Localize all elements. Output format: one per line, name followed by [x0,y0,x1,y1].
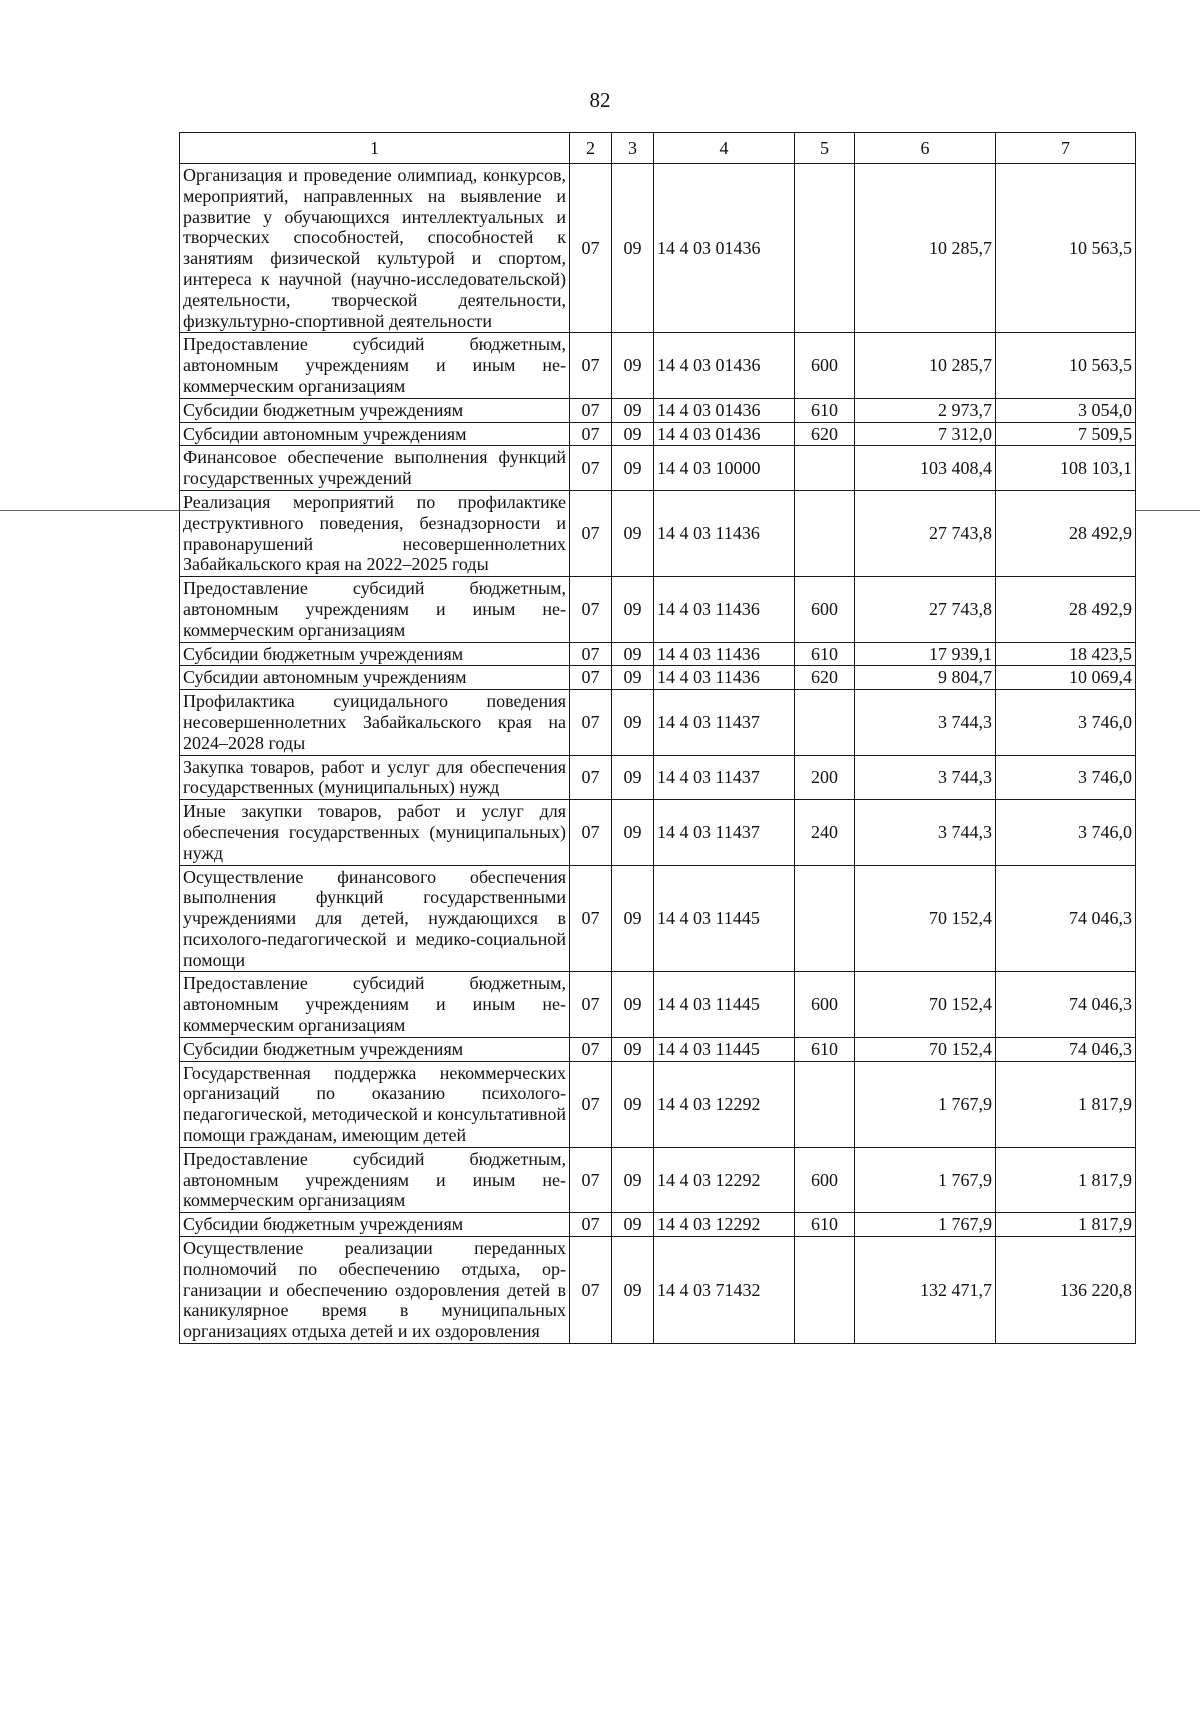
row-description: Реализация мероприятий по профилактике деструктивного поведения, безнадзорности и правонарушений несовершеннолетних Забайкальского края на 2022–2025 годы [180,490,570,576]
target-article-code: 14 4 03 12292 [654,1147,795,1212]
subsection-code: 09 [612,333,654,398]
amount-col-6: 9 804,7 [855,666,996,690]
table-row [180,490,1136,576]
expense-type-code [795,865,855,972]
section-code: 07 [570,490,612,576]
expense-type-code [795,690,855,755]
amount-col-7: 74 046,3 [996,972,1136,1037]
row-description: Субсидии бюджетным учреждениям [180,1213,570,1237]
amount-col-6: 3 744,3 [855,690,996,755]
section-code: 07 [570,422,612,446]
table-row [180,164,1136,333]
subsection-code: 09 [612,690,654,755]
row-description: Субсидии автономным учреждениям [180,666,570,690]
table-row [180,865,1136,972]
amount-col-6: 1 767,9 [855,1147,996,1212]
target-article-code: 14 4 03 11437 [654,800,795,865]
row-description: Субсидии автономным учреждениям [180,422,570,446]
table-row [180,577,1136,642]
target-article-code: 14 4 03 11445 [654,972,795,1037]
section-code: 07 [570,755,612,800]
expense-type-code: 610 [795,642,855,666]
subsection-code: 09 [612,1237,654,1344]
amount-col-7: 1 817,9 [996,1213,1136,1237]
row-description: Предоставление субсидий бюджетным, автономным учреждениям и иным некоммерческим организациям [180,577,570,642]
table-row [180,333,1136,398]
target-article-code: 14 4 03 01436 [654,333,795,398]
amount-col-6: 3 744,3 [855,800,996,865]
section-code: 07 [570,1213,612,1237]
amount-col-6: 132 471,7 [855,1237,996,1344]
section-code: 07 [570,642,612,666]
expense-type-code: 620 [795,666,855,690]
expense-type-code: 610 [795,398,855,422]
expense-type-code: 620 [795,422,855,446]
section-code: 07 [570,972,612,1037]
scan-artifact-line [1135,510,1200,511]
amount-col-6: 10 285,7 [855,164,996,333]
expense-type-code: 240 [795,800,855,865]
table-row [180,1237,1136,1344]
amount-col-6: 70 152,4 [855,1037,996,1061]
row-description: Государственная поддержка некоммерческих организаций по оказанию психолого-педагогической, методической и консультативной помощи гражданам, имеющим детей [180,1061,570,1147]
amount-col-6: 2 973,7 [855,398,996,422]
table-row [180,800,1136,865]
amount-col-6: 3 744,3 [855,755,996,800]
amount-col-7: 108 103,1 [996,446,1136,491]
expense-type-code: 200 [795,755,855,800]
column-header: 1 [180,133,570,164]
section-code: 07 [570,1037,612,1061]
target-article-code: 14 4 03 11445 [654,1037,795,1061]
amount-col-7: 3 054,0 [996,398,1136,422]
row-description: Предоставление субсидий бюджетным, автономным учреждениям и иным некоммерческим организациям [180,333,570,398]
expense-type-code: 610 [795,1037,855,1061]
budget-table-container [179,132,1135,1344]
amount-col-6: 7 312,0 [855,422,996,446]
amount-col-6: 70 152,4 [855,972,996,1037]
section-code: 07 [570,577,612,642]
subsection-code: 09 [612,1061,654,1147]
section-code: 07 [570,1061,612,1147]
section-code: 07 [570,865,612,972]
target-article-code: 14 4 03 10000 [654,446,795,491]
amount-col-7: 74 046,3 [996,1037,1136,1061]
subsection-code: 09 [612,755,654,800]
column-header: 2 [570,133,612,164]
table-row [180,755,1136,800]
amount-col-7: 10 069,4 [996,666,1136,690]
subsection-code: 09 [612,398,654,422]
amount-col-7: 1 817,9 [996,1061,1136,1147]
row-description: Иные закупки товаров, работ и услуг для обеспечения государственных (муниципальных) нужд [180,800,570,865]
subsection-code: 09 [612,164,654,333]
target-article-code: 14 4 03 11437 [654,690,795,755]
amount-col-7: 28 492,9 [996,577,1136,642]
expense-type-code [795,446,855,491]
row-description: Финансовое обеспечение выполнения функций государственных учреждений [180,446,570,491]
table-row [180,1147,1136,1212]
expense-type-code [795,490,855,576]
amount-col-7: 136 220,8 [996,1237,1136,1344]
amount-col-7: 10 563,5 [996,164,1136,333]
row-description: Организация и проведение олимпиад, конкурсов, мероприятий, направленных на выявление и развитие у обучающихся интеллектуальных и творческих способностей, способностей к занятиям физической культурой и спортом, интереса к научной (научно-исследовательской) деятельности, творческой деятельности, физкультурно-спортивной деятельности [180,164,570,333]
table-row [180,398,1136,422]
section-code: 07 [570,666,612,690]
subsection-code: 09 [612,422,654,446]
table-row [180,690,1136,755]
amount-col-7: 1 817,9 [996,1147,1136,1212]
column-header: 5 [795,133,855,164]
amount-col-7: 3 746,0 [996,690,1136,755]
amount-col-6: 10 285,7 [855,333,996,398]
section-code: 07 [570,690,612,755]
subsection-code: 09 [612,1037,654,1061]
target-article-code: 14 4 03 01436 [654,164,795,333]
target-article-code: 14 4 03 11436 [654,577,795,642]
column-header: 4 [654,133,795,164]
amount-col-7: 74 046,3 [996,865,1136,972]
column-header: 6 [855,133,996,164]
table-row [180,1213,1136,1237]
table-row [180,666,1136,690]
target-article-code: 14 4 03 11436 [654,642,795,666]
row-description: Осуществление реализации переданных полномочий по обеспечению отдыха, организации и обеспечению оздоровления детей в каникулярное время в муниципальных организациях отдыха детей и их оздоровления [180,1237,570,1344]
target-article-code: 14 4 03 11436 [654,490,795,576]
expense-type-code: 600 [795,1147,855,1212]
section-code: 07 [570,333,612,398]
amount-col-6: 70 152,4 [855,865,996,972]
subsection-code: 09 [612,490,654,576]
subsection-code: 09 [612,642,654,666]
subsection-code: 09 [612,800,654,865]
table-row [180,972,1136,1037]
section-code: 07 [570,446,612,491]
target-article-code: 14 4 03 01436 [654,398,795,422]
amount-col-7: 7 509,5 [996,422,1136,446]
amount-col-7: 3 746,0 [996,755,1136,800]
table-row [180,446,1136,491]
subsection-code: 09 [612,865,654,972]
expense-type-code [795,1237,855,1344]
row-description: Субсидии бюджетным учреждениям [180,642,570,666]
section-code: 07 [570,1147,612,1212]
expense-type-code: 600 [795,577,855,642]
amount-col-6: 17 939,1 [855,642,996,666]
amount-col-6: 103 408,4 [855,446,996,491]
expense-type-code: 600 [795,333,855,398]
subsection-code: 09 [612,1213,654,1237]
target-article-code: 14 4 03 71432 [654,1237,795,1344]
row-description: Предоставление субсидий бюджетным, автономным учреждениям и иным некоммерческим организациям [180,972,570,1037]
column-header: 7 [996,133,1136,164]
subsection-code: 09 [612,446,654,491]
subsection-code: 09 [612,666,654,690]
column-header: 3 [612,133,654,164]
row-description: Субсидии бюджетным учреждениям [180,398,570,422]
table-header-row [180,133,1136,164]
amount-col-6: 27 743,8 [855,490,996,576]
page-number: 82 [589,88,611,112]
expense-type-code: 600 [795,972,855,1037]
expense-type-code: 610 [795,1213,855,1237]
subsection-code: 09 [612,972,654,1037]
table-row [180,642,1136,666]
target-article-code: 14 4 03 12292 [654,1213,795,1237]
amount-col-6: 1 767,9 [855,1061,996,1147]
section-code: 07 [570,800,612,865]
amount-col-6: 27 743,8 [855,577,996,642]
budget-table [179,132,1136,1344]
target-article-code: 14 4 03 11445 [654,865,795,972]
table-row [180,1037,1136,1061]
target-article-code: 14 4 03 01436 [654,422,795,446]
section-code: 07 [570,398,612,422]
target-article-code: 14 4 03 11437 [654,755,795,800]
section-code: 07 [570,1237,612,1344]
row-description: Закупка товаров, работ и услуг для обеспечения государственных (муниципальных) нужд [180,755,570,800]
table-row [180,1061,1136,1147]
table-row [180,422,1136,446]
row-description: Субсидии бюджетным учреждениям [180,1037,570,1061]
target-article-code: 14 4 03 11436 [654,666,795,690]
amount-col-7: 10 563,5 [996,333,1136,398]
amount-col-7: 18 423,5 [996,642,1136,666]
expense-type-code [795,164,855,333]
row-description: Профилактика суицидального поведения несовершеннолетних Забайкальского края на 2024–2028 годы [180,690,570,755]
section-code: 07 [570,164,612,333]
amount-col-7: 28 492,9 [996,490,1136,576]
expense-type-code [795,1061,855,1147]
subsection-code: 09 [612,577,654,642]
row-description: Осуществление финансового обеспечения выполнения функций государственными учреждениями для детей, нуждающихся в психолого-педагогической и медико-социальной помощи [180,865,570,972]
target-article-code: 14 4 03 12292 [654,1061,795,1147]
subsection-code: 09 [612,1147,654,1212]
amount-col-7: 3 746,0 [996,800,1136,865]
amount-col-6: 1 767,9 [855,1213,996,1237]
row-description: Предоставление субсидий бюджетным, автономным учреждениям и иным некоммерческим организациям [180,1147,570,1212]
